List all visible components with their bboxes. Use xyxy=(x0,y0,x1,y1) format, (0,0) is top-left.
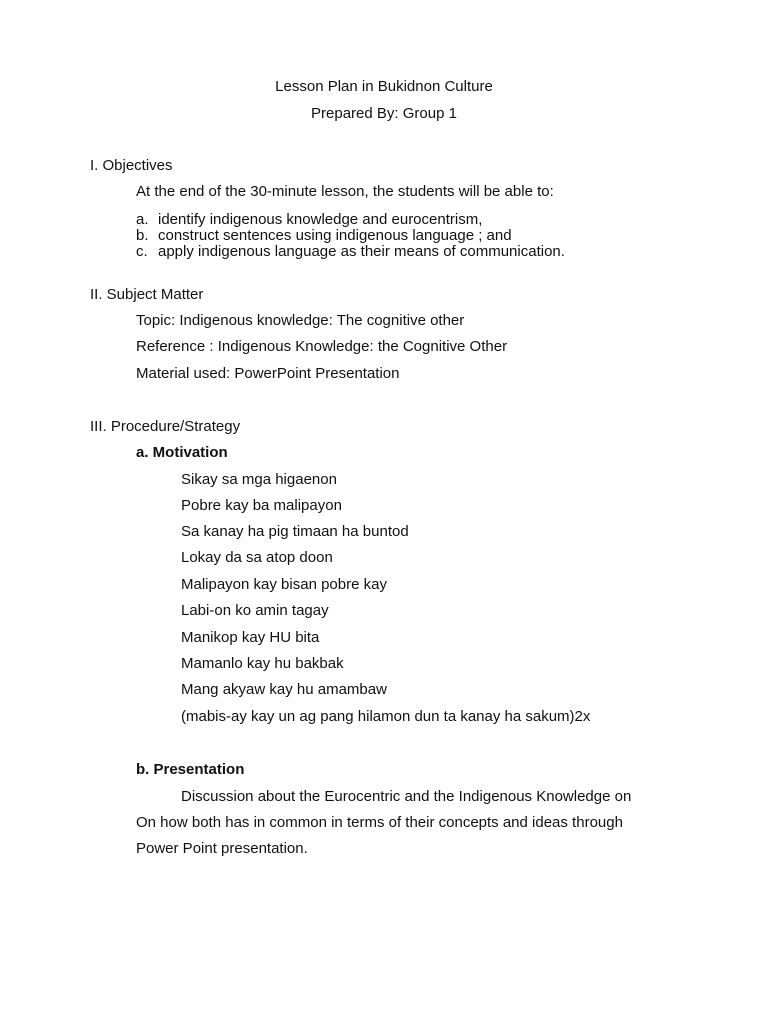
topic-line: Topic: Indigenous knowledge: The cognitive other xyxy=(136,312,465,329)
motivation-line: Manikop kay HU bita xyxy=(181,629,320,646)
motivation-line: Sa kanay ha pig timaan ha buntod xyxy=(181,523,409,540)
presentation-line: Power Point presentation. xyxy=(136,840,308,857)
presentation-heading: b. Presentation xyxy=(136,761,245,778)
presentation-line: On how both has in common in terms of their concepts and ideas through xyxy=(136,814,623,831)
objective-letter: a. xyxy=(136,211,149,228)
procedure-heading: III. Procedure/Strategy xyxy=(90,418,241,435)
motivation-line: Lokay da sa atop doon xyxy=(181,549,333,566)
objective-text: apply indigenous language as their means of communication. xyxy=(158,243,565,260)
prepared-by: Prepared By: Group 1 xyxy=(311,105,457,122)
material-line: Material used: PowerPoint Presentation xyxy=(136,365,400,382)
presentation-line: Discussion about the Eurocentric and the Indigenous Knowledge on xyxy=(181,788,632,805)
reference-line: Reference : Indigenous Knowledge: the Cognitive Other xyxy=(136,338,508,355)
motivation-line: Labi-on ko amin tagay xyxy=(181,602,329,619)
motivation-line: Mang akyaw kay hu amambaw xyxy=(181,681,387,698)
document-title: Lesson Plan in Bukidnon Culture xyxy=(275,78,493,95)
motivation-line: Pobre kay ba malipayon xyxy=(181,497,342,514)
objectives-intro: At the end of the 30-minute lesson, the students will be able to: xyxy=(136,183,554,200)
subject-matter-heading: II. Subject Matter xyxy=(90,286,204,303)
motivation-line: Sikay sa mga higaenon xyxy=(181,471,337,488)
motivation-line: Malipayon kay bisan pobre kay xyxy=(181,576,387,593)
objective-text: identify indigenous knowledge and eurocentrism, xyxy=(158,211,483,228)
objective-letter: b. xyxy=(136,227,149,244)
objective-item xyxy=(136,243,565,261)
objectives-heading: I. Objectives xyxy=(90,157,173,174)
objective-text: construct sentences using indigenous language ; and xyxy=(158,227,512,244)
objective-letter: c. xyxy=(136,243,148,260)
motivation-heading: a. Motivation xyxy=(136,444,228,461)
motivation-line: (mabis-ay kay un ag pang hilamon dun ta kanay ha sakum)2x xyxy=(181,708,591,725)
motivation-line: Mamanlo kay hu bakbak xyxy=(181,655,344,672)
